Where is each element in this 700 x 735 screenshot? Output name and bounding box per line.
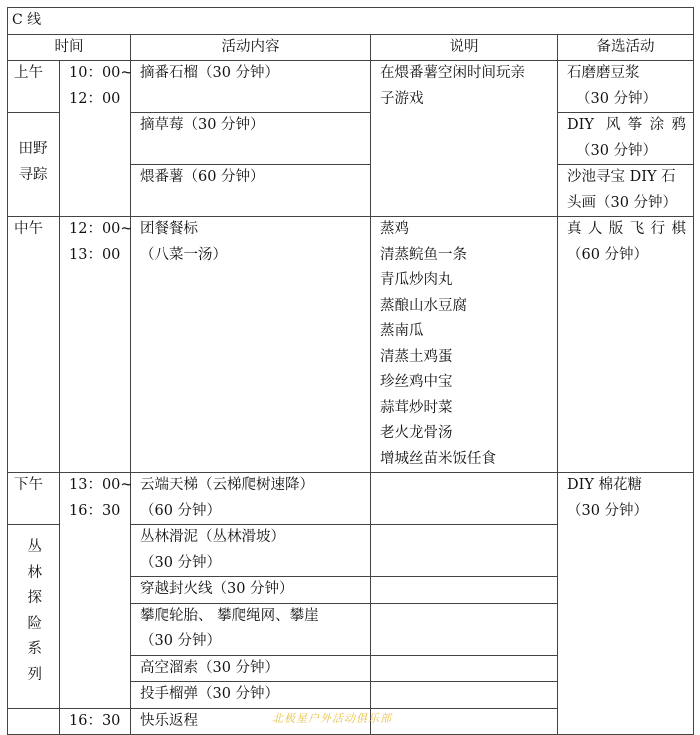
header-alt: 备选活动 (558, 34, 694, 61)
note-cell (371, 525, 558, 577)
activity-cell (131, 473, 371, 525)
activity-text: 投手榴弹（30 分钟） (140, 686, 280, 702)
activity-text: （60 分钟） (140, 502, 222, 519)
theme-morning-text: 田野寻踪 (18, 141, 48, 183)
activity-text: 煨番薯（60 分钟） (140, 169, 265, 185)
activity-text: （八菜一汤） (140, 246, 227, 263)
alt-cell (558, 165, 694, 217)
time-noon-end: 13：00 (69, 246, 121, 263)
watermark: 北极星户外活动俱乐部 (272, 712, 392, 725)
alt-cell (558, 473, 694, 735)
alt-text: DIY 风筝涂鸦 (567, 117, 686, 133)
alt-cell (558, 61, 694, 113)
note-text: 在煨番薯空闲时间玩亲 (380, 65, 525, 81)
time-noon (60, 217, 131, 473)
note-cell (371, 682, 558, 709)
time-afternoon (60, 473, 131, 709)
theme-morning (8, 113, 60, 217)
header-note: 说明 (371, 34, 558, 61)
activity-text: 团餐餐标 (140, 221, 198, 237)
period-noon: 中午 (8, 217, 60, 473)
menu-item: 老火龙骨汤 (380, 425, 453, 441)
menu-item: 清蒸鲩鱼一条 (380, 246, 467, 263)
alt-cell (558, 113, 694, 165)
alt-text: DIY 棉花糖 (567, 477, 643, 493)
alt-text: 头画（30 分钟） (567, 194, 678, 211)
alt-text: （30 分钟） (576, 142, 658, 159)
period-morning: 上午 (8, 61, 60, 113)
itinerary-table (7, 7, 694, 735)
note-morning (371, 61, 558, 217)
alt-cell (558, 217, 694, 473)
activity-cell (131, 165, 371, 217)
table-title: C 线 (8, 8, 694, 35)
time-afternoon-end: 16：30 (69, 502, 121, 519)
alt-text: （30 分钟） (567, 502, 649, 519)
activity-text: （30 分钟） (140, 633, 222, 649)
time-morning-start: 10：00~ (69, 65, 133, 81)
alt-text: （60 分钟） (567, 246, 649, 263)
alt-text: （30 分钟） (576, 90, 658, 107)
activity-cell (131, 603, 371, 655)
activity-text: 攀爬轮胎、 攀爬绳网、攀崖 (140, 607, 319, 624)
menu-item: 蒸酿山水豆腐 (380, 297, 467, 314)
time-afternoon-start: 13：00~ (69, 477, 133, 493)
alt-text: 真人版飞行棋 (567, 221, 686, 237)
activity-cell (131, 113, 371, 165)
activity-cell (131, 655, 371, 682)
time-morning (60, 61, 131, 217)
menu-item: 清蒸土鸡蛋 (380, 348, 453, 365)
theme-afternoon-text: 丛林探险系列 (27, 539, 42, 683)
activity-text: 云端天梯（云梯爬树速降） (140, 477, 314, 493)
alt-text: 沙池寻宝 DIY 石 (567, 169, 676, 185)
menu-item: 蒜茸炒时菜 (380, 399, 453, 416)
note-cell (371, 473, 558, 525)
theme-afternoon (8, 525, 60, 709)
menu-item: 蒸南瓜 (380, 323, 424, 339)
activity-cell (131, 61, 371, 113)
activity-cell (131, 217, 371, 473)
activity-text: 摘番石榴（30 分钟） (140, 65, 280, 81)
header-activity: 活动内容 (131, 34, 371, 61)
note-cell (371, 655, 558, 682)
note-cell (371, 603, 558, 655)
time-morning-end: 12：00 (69, 90, 121, 107)
menu-cell (371, 217, 558, 473)
activity-cell (131, 525, 371, 577)
menu-item: 珍丝鸡中宝 (380, 374, 453, 390)
time-noon-start: 12：00~ (69, 221, 133, 237)
activity-text: 摘草莓（30 分钟） (140, 117, 265, 133)
period-afternoon: 下午 (8, 473, 60, 525)
menu-item: 青瓜炒肉丸 (380, 272, 453, 288)
activity-text: 高空溜索（30 分钟） (140, 659, 280, 676)
alt-text: 石磨磨豆浆 (567, 65, 640, 81)
activity-cell (131, 577, 371, 604)
activity-cell (131, 682, 371, 709)
time-end: 16：30 (60, 708, 131, 735)
note-cell (371, 577, 558, 604)
activity-text: 穿越封火线（30 分钟） (140, 581, 294, 597)
header-time: 时间 (8, 34, 131, 61)
activity-text: 丛林滑泥（丛林滑坡） (140, 529, 285, 545)
note-text: 子游戏 (380, 90, 424, 107)
menu-item: 蒸鸡 (380, 221, 409, 237)
activity-cell: 快乐返程 (131, 708, 371, 735)
activity-text: （30 分钟） (140, 554, 222, 571)
menu-item: 增城丝苗米饭任食 (380, 450, 496, 467)
